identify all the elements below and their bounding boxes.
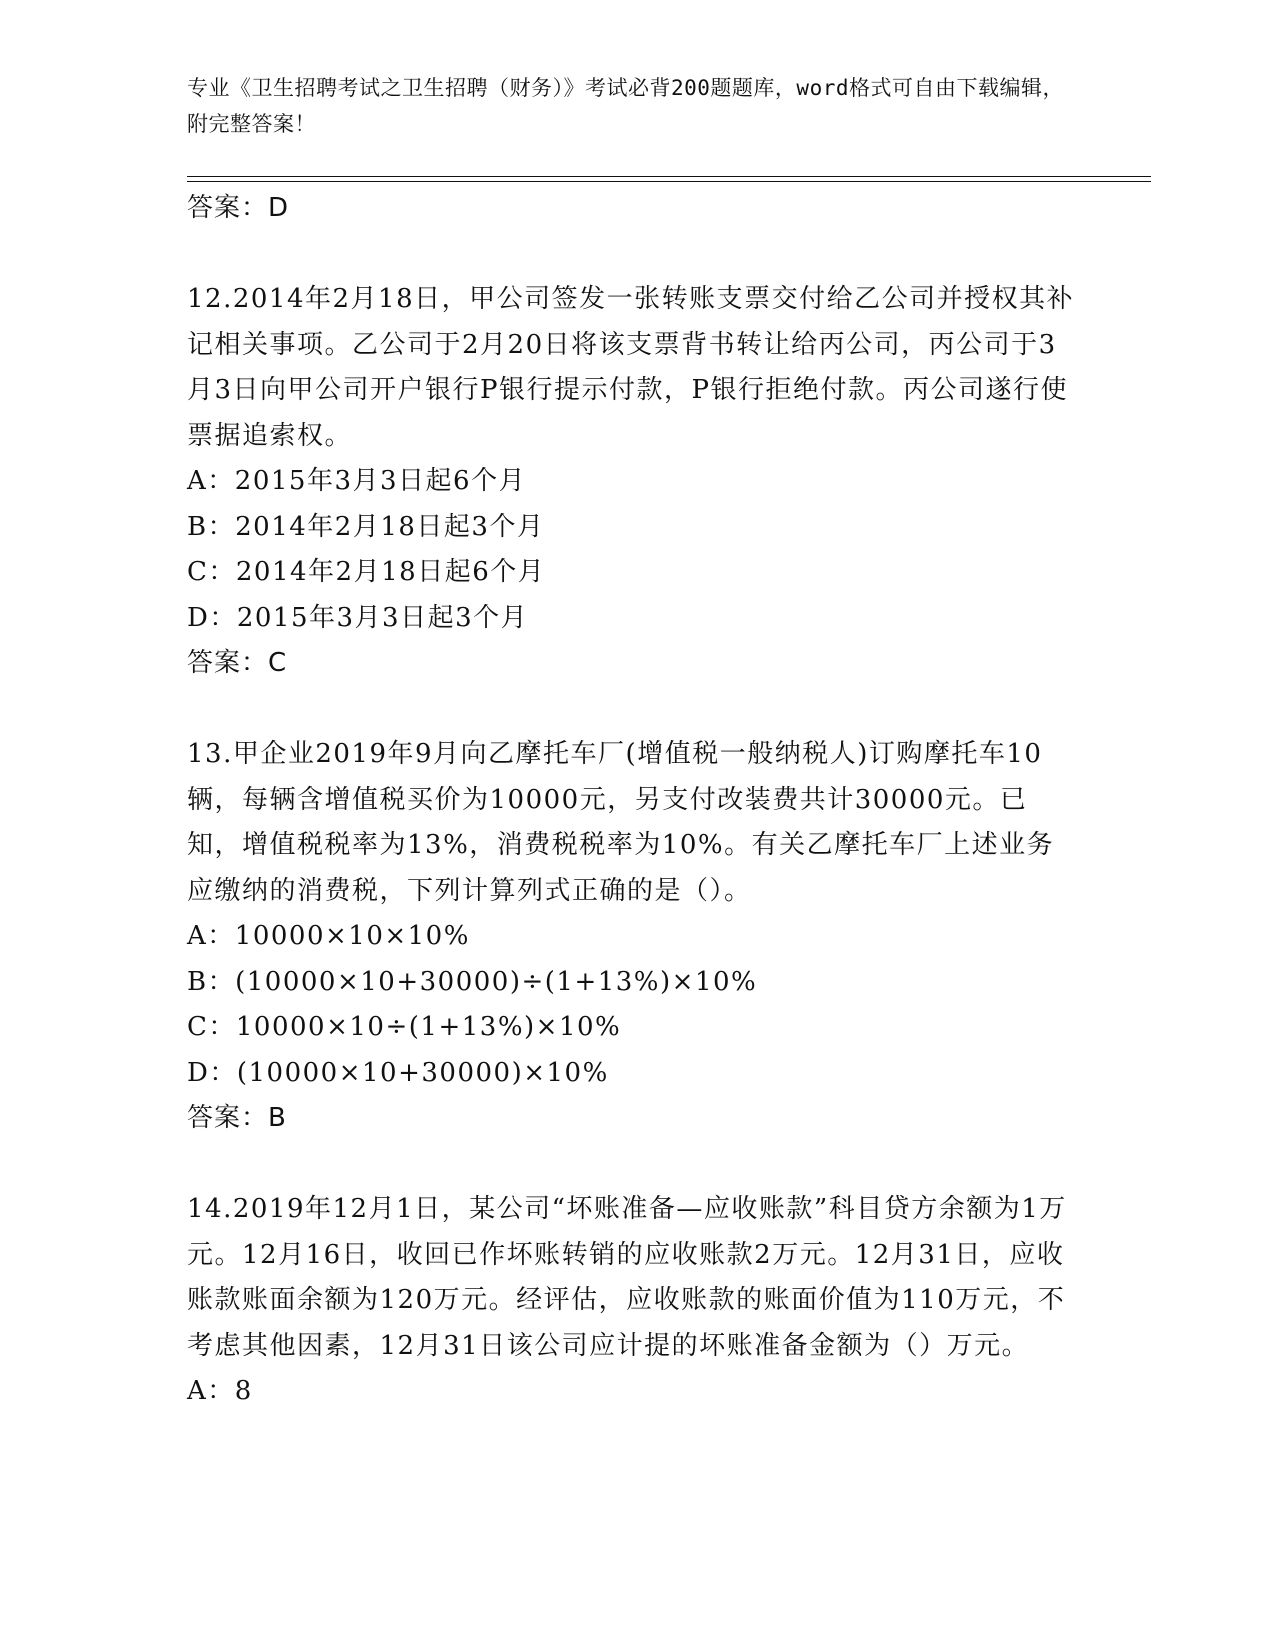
spacer xyxy=(187,1142,1077,1188)
spacer xyxy=(187,232,1077,278)
option-b: B：2014年2月18日起3个月 xyxy=(187,511,545,542)
option-a: A：2015年3月3日起6个月 xyxy=(187,466,527,496)
question-12 xyxy=(187,277,1077,687)
answer-line: 答案：C xyxy=(187,648,288,678)
option-b: B：(10000×10+30000)÷(1+13%)×10% xyxy=(187,966,758,997)
option-a: A：8 xyxy=(187,1376,253,1406)
option-a: A：10000×10×10% xyxy=(187,921,470,951)
answer-line: 答案：D xyxy=(187,193,290,223)
option-d: D：2015年3月3日起3个月 xyxy=(187,602,529,633)
option-d: D：(10000×10+30000)×10% xyxy=(187,1057,609,1088)
spacer xyxy=(187,687,1077,733)
header-text: 专业《卫生招聘考试之卫生招聘（财务）》考试必背200题题库，word格式可自由下载编辑，附完整答案！ xyxy=(187,76,1064,136)
question-14 xyxy=(187,1187,1077,1415)
document-header xyxy=(187,70,1067,142)
question-13 xyxy=(187,732,1077,1142)
question-stem: 13.甲企业2019年9月向乙摩托车厂(增值税一般纳税人)订购摩托车10辆，每辆含增值税买价为10000元，另支付改装费共计30000元。已知，增值税税率为13%，消费税税率为10%。有关乙摩托车厂上述业务应缴纳的消费税，下列计算列式正确的是（）。 xyxy=(187,739,1055,906)
header-divider-bottom xyxy=(187,181,1151,182)
answer-line: 答案：B xyxy=(187,1103,287,1133)
question-stem: 14.2019年12月1日，某公司“坏账准备—应收账款”科目贷方余额为1万元。12月16日，收回已作坏账转销的应收账款2万元。12月31日，应收账款账面余额为120万元。经评估，应收账款的账面价值为110万元，不考虑其他因素，12月31日该公司应计提的坏账准备金额为（）万元。 xyxy=(187,1194,1067,1361)
option-c: C：10000×10÷(1+13%)×10% xyxy=(187,1012,622,1042)
header-divider-top xyxy=(187,176,1151,177)
option-c: C：2014年2月18日起6个月 xyxy=(187,557,546,587)
document-body xyxy=(187,186,1077,1415)
question-stem: 12.2014年2月18日，甲公司签发一张转账支票交付给乙公司并授权其补记相关事项。乙公司于2月20日将该支票背书转让给丙公司，丙公司于3月3日向甲公司开户银行P银行提示付款，P银行拒绝付款。丙公司遂行使票据追索权。 xyxy=(187,284,1075,451)
